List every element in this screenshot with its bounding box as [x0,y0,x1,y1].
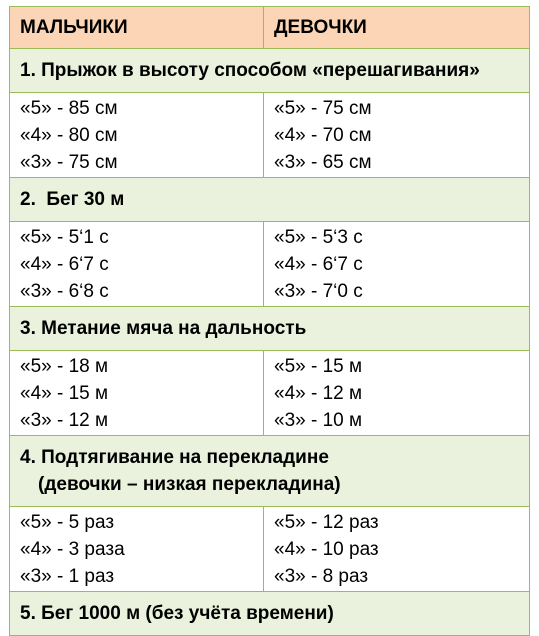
grade-line: «4» - 6‘7 с [274,253,363,275]
grade-line: «5» - 5‘3 с [274,226,363,248]
section-title: 1. Прыжок в высоту способом «перешагивания» [10,49,530,93]
grade-line: «5» - 85 см [20,97,118,119]
section-subtitle: (девочки – низкая перекладина) [38,474,341,495]
header-row [10,7,530,49]
section-row-run-1000m [10,592,530,636]
section-title: 4. Подтягивание на перекладине [20,447,329,468]
values-row-run-30m [10,222,530,307]
grade-line: «5» - 75 см [274,97,372,119]
grade-line: «3» - 6‘8 с [20,280,109,302]
grade-line: «3» - 75 см [20,151,118,173]
grade-line: «5» - 18 м [20,355,109,377]
grade-line: «5» - 5 раз [20,511,115,533]
girls-values-cell [264,507,530,592]
section-title-cell [10,436,530,507]
norms-table [9,6,530,636]
values-row-high-jump [10,93,530,178]
grade-line: «4» - 6‘7 с [20,253,109,275]
girls-values-cell [264,222,530,307]
grade-line: «5» - 5‘1 с [20,226,109,248]
boys-values-cell [10,507,264,592]
grade-line: «4» - 10 раз [274,538,379,560]
grade-line: «5» - 12 раз [274,511,379,533]
grade-line: «4» - 15 м [20,382,109,404]
section-title: 2. Бег 30 м [10,178,530,222]
grade-line: «3» - 65 см [274,151,372,173]
grade-line: «3» - 12 м [20,409,109,431]
grade-line: «3» - 7‘0 с [274,280,363,302]
values-row-ball-throw [10,351,530,436]
section-row-ball-throw [10,307,530,351]
header-boys: МАЛЬЧИКИ [10,7,264,49]
grade-line: «3» - 8 раз [274,565,369,587]
header-girls: ДЕВОЧКИ [264,7,530,49]
values-row-pull-ups [10,507,530,592]
section-row-pull-ups [10,436,530,507]
section-row-high-jump [10,49,530,93]
boys-values-cell [10,93,264,178]
grade-line: «4» - 70 см [274,124,372,146]
boys-values-cell [10,222,264,307]
section-title: 5. Бег 1000 м (без учёта времени) [10,592,530,636]
girls-values-cell [264,351,530,436]
section-title: 3. Метание мяча на дальность [10,307,530,351]
girls-values-cell [264,93,530,178]
grade-line: «4» - 3 раза [20,538,125,560]
boys-values-cell [10,351,264,436]
grade-line: «3» - 1 раз [20,565,115,587]
section-row-run-30m [10,178,530,222]
grade-line: «5» - 15 м [274,355,363,377]
grade-line: «4» - 80 см [20,124,118,146]
grade-line: «4» - 12 м [274,382,363,404]
grade-line: «3» - 10 м [274,409,363,431]
